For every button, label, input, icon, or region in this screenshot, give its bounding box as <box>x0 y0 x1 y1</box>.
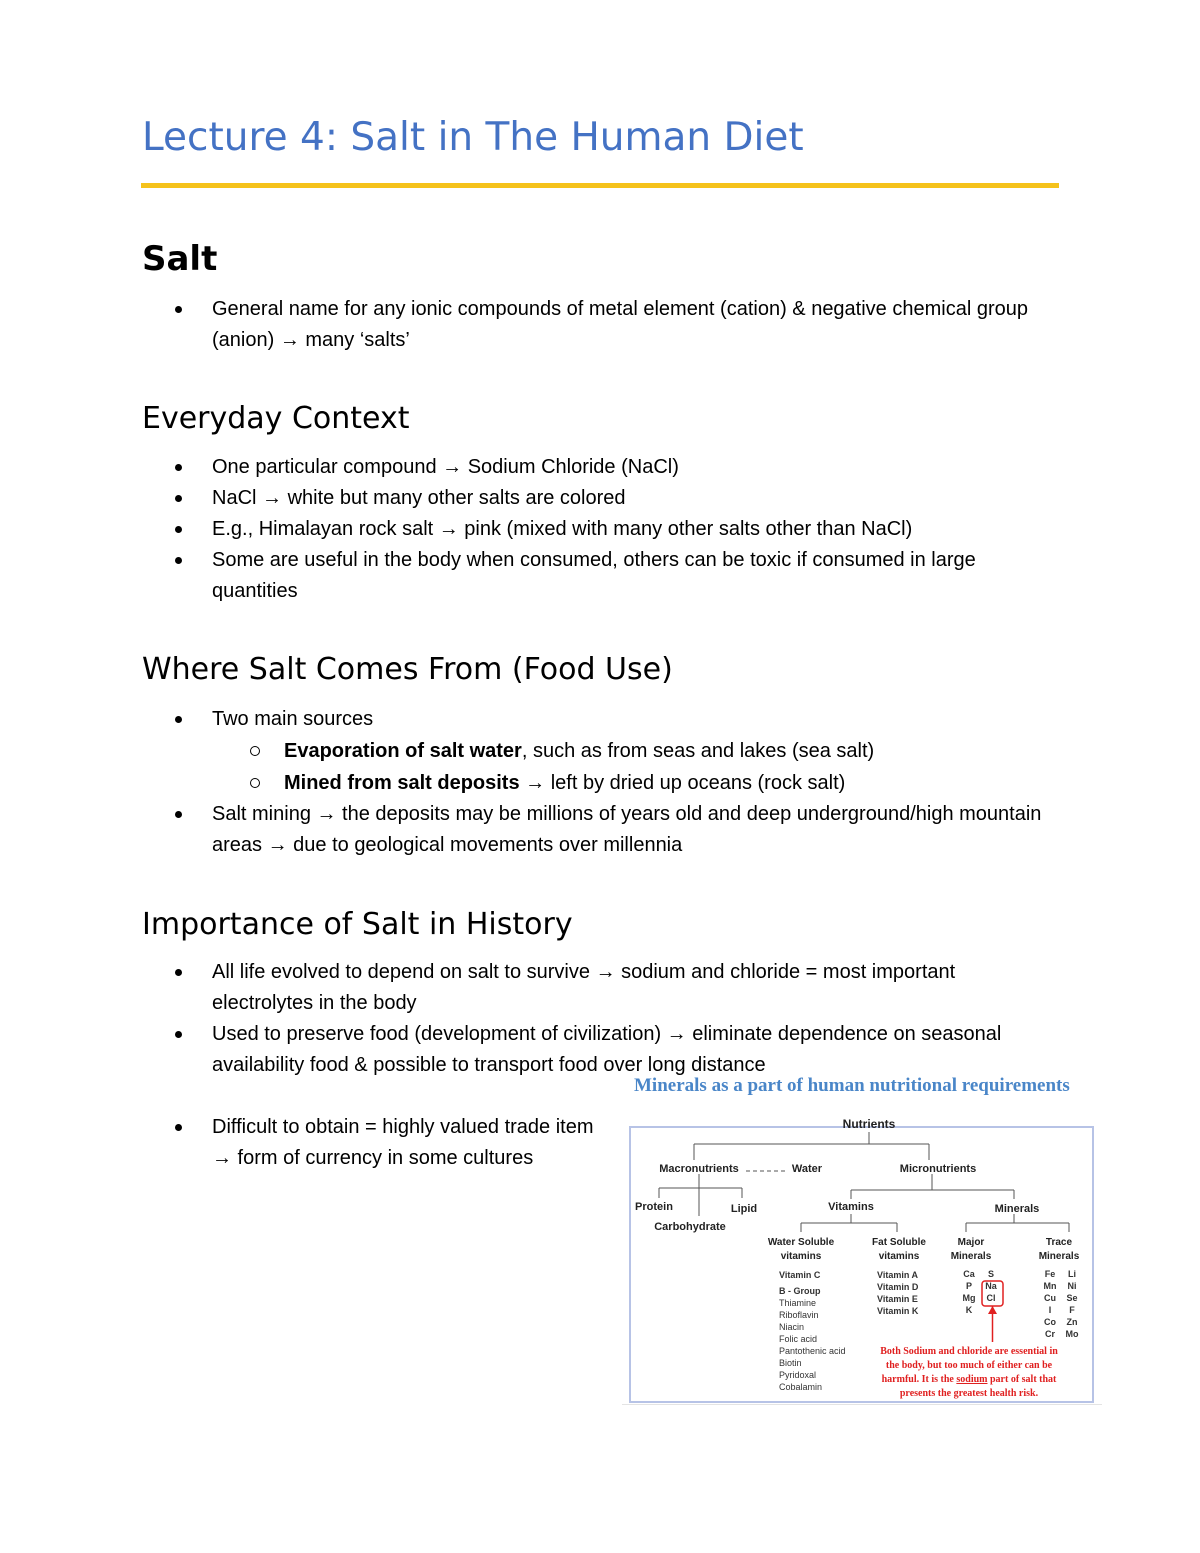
list-item: Some are useful in the body when consumed, others can be toxic if consumed in large quantities <box>142 545 1052 607</box>
trace-mineral: Li <box>1068 1269 1076 1279</box>
fs-item: Vitamin A <box>877 1270 919 1280</box>
title-underline <box>141 183 1059 188</box>
node-fat-soluble-vitamins: vitamins <box>878 1251 920 1262</box>
trace-mineral: Co <box>1044 1317 1056 1327</box>
heading-everyday-context: Everyday Context <box>142 401 410 436</box>
trace-mineral: Fe <box>1044 1269 1056 1279</box>
trace-mineral: Cu <box>1044 1293 1056 1303</box>
arrow-icon: → <box>666 1023 687 1045</box>
major-mineral-na: Na <box>985 1281 997 1291</box>
ws-item: Niacin <box>779 1322 805 1332</box>
arrow-icon: → <box>262 487 283 509</box>
major-mineral: S <box>987 1269 995 1279</box>
nutrients-diagram <box>629 1110 1099 1410</box>
ws-item: Cobalamin <box>779 1382 823 1392</box>
fs-item: Vitamin K <box>877 1306 919 1316</box>
trace-mineral: Zn <box>1066 1317 1078 1327</box>
list-item: One particular compound → Sodium Chloride (NaCl) <box>142 452 1052 483</box>
arrow-icon: → <box>316 803 337 825</box>
circle-bullet-icon <box>250 746 260 756</box>
node-minerals: Minerals <box>994 1203 1040 1215</box>
history-list <box>142 957 1042 1081</box>
health-note-line: the body, but too much of either can be <box>885 1360 1053 1371</box>
sub-list-item: Evaporation of salt water, such as from seas and lakes (sea salt) <box>212 735 1052 767</box>
ws-item: Biotin <box>779 1358 802 1368</box>
heading-importance-history: Importance of Salt in History <box>142 907 573 942</box>
bullet-icon <box>175 495 182 502</box>
sub-list <box>212 735 1052 799</box>
arrow-icon: → <box>595 961 616 983</box>
list-item: All life evolved to depend on salt to survive → sodium and chloride = most important electrolytes in the body <box>142 957 1042 1019</box>
ws-item: Pantothenic acid <box>779 1346 846 1356</box>
ws-item: Riboflavin <box>779 1310 819 1320</box>
arrow-icon: → <box>525 772 546 794</box>
trace-mineral: Mo <box>1065 1329 1079 1339</box>
node-water-soluble: Water Soluble <box>767 1237 835 1248</box>
ws-item: Thiamine <box>779 1298 817 1308</box>
heading-salt: Salt <box>142 239 218 279</box>
salt-list <box>142 294 1052 356</box>
heading-where-salt-comes-from: Where Salt Comes From (Food Use) <box>142 652 673 687</box>
bullet-icon <box>175 306 182 313</box>
node-lipid: Lipid <box>730 1203 758 1215</box>
arrow-icon: → <box>212 1147 232 1169</box>
bullet-icon <box>175 526 182 533</box>
list-item: E.g., Himalayan rock salt → pink (mixed with many other salts other than NaCl) <box>142 514 1052 545</box>
node-major-minerals: Minerals <box>950 1251 992 1262</box>
health-note-line: harmful. It is the sodium part of salt that <box>881 1374 1057 1385</box>
major-mineral: P <box>965 1281 973 1291</box>
trace-mineral: F <box>1069 1305 1075 1315</box>
diagram-connectors <box>659 1132 1069 1232</box>
arrow-icon: → <box>442 456 463 478</box>
fs-item: Vitamin D <box>877 1282 919 1292</box>
node-trace-minerals: Minerals <box>1038 1251 1080 1262</box>
health-note-line: Both Sodium and chloride are essential in <box>880 1346 1058 1357</box>
ws-item: B - Group <box>779 1286 821 1296</box>
trace-mineral: Cr <box>1044 1329 1056 1339</box>
bullet-icon <box>175 1124 182 1131</box>
trace-mineral: Mn <box>1043 1281 1057 1291</box>
bullet-icon <box>175 464 182 471</box>
list-item: NaCl → white but many other salts are colored <box>142 483 1052 514</box>
fs-item: Vitamin E <box>877 1294 918 1304</box>
arrow-icon: → <box>279 329 300 351</box>
arrow-icon: → <box>438 518 459 540</box>
node-carbohydrate: Carbohydrate <box>654 1221 726 1233</box>
major-mineral-cl: Cl <box>986 1293 996 1303</box>
trace-mineral: Ni <box>1067 1281 1077 1291</box>
highlight-arrow-icon <box>988 1306 997 1314</box>
ws-item: Vitamin C <box>779 1270 821 1280</box>
list-item: Two main sources Evaporation of salt water, such as from seas and lakes (sea salt) Mined from salt deposits → left by dried up oceans (rock salt) <box>142 704 1052 799</box>
ws-item: Pyridoxal <box>779 1370 817 1380</box>
trace-mineral: Se <box>1066 1293 1078 1303</box>
history-list-cont <box>142 1112 602 1174</box>
list-item: Used to preserve food (development of civilization) → eliminate dependence on seasonal availability food & possible to transport food over long distance <box>142 1019 1042 1081</box>
page-title: Lecture 4: Salt in The Human Diet <box>142 115 804 160</box>
where-list <box>142 704 1052 861</box>
node-major: Major <box>957 1237 985 1248</box>
figure-title: Minerals as a part of human nutritional requirements <box>634 1075 1070 1096</box>
node-water: Water <box>791 1163 823 1175</box>
list-item: Salt mining → the deposits may be millions of years old and deep underground/high mountain areas → due to geological movements over millennia <box>142 799 1052 861</box>
bullet-icon <box>175 716 182 723</box>
bullet-icon <box>175 811 182 818</box>
major-mineral: Mg <box>962 1293 976 1303</box>
bullet-icon <box>175 557 182 564</box>
node-fat-soluble: Fat Soluble <box>872 1237 926 1248</box>
node-vitamins: Vitamins <box>828 1201 874 1213</box>
ws-item: Folic acid <box>779 1334 818 1344</box>
node-trace: Trace <box>1045 1237 1073 1248</box>
node-nutrients: Nutrients <box>842 1117 896 1131</box>
list-item: Difficult to obtain = highly valued trade item → form of currency in some cultures <box>142 1112 602 1174</box>
major-mineral: K <box>965 1305 973 1315</box>
trace-mineral: I <box>1048 1305 1052 1315</box>
list-item: General name for any ionic compounds of metal element (cation) & negative chemical group (anion) → many ‘salts’ <box>142 294 1052 356</box>
major-mineral: Ca <box>963 1269 975 1279</box>
node-protein: Protein <box>635 1201 673 1213</box>
node-water-soluble-vitamins: vitamins <box>780 1251 822 1262</box>
node-micronutrients: Micronutrients <box>899 1163 977 1175</box>
health-note-line: presents the greatest health risk. <box>899 1388 1039 1399</box>
bullet-icon <box>175 1031 182 1038</box>
bullet-icon <box>175 969 182 976</box>
arrow-icon: → <box>267 834 288 856</box>
sub-list-item: Mined from salt deposits → left by dried up oceans (rock salt) <box>212 767 1052 799</box>
everyday-list <box>142 452 1052 607</box>
node-macronutrients: Macronutrients <box>659 1163 739 1175</box>
circle-bullet-icon <box>250 778 260 788</box>
